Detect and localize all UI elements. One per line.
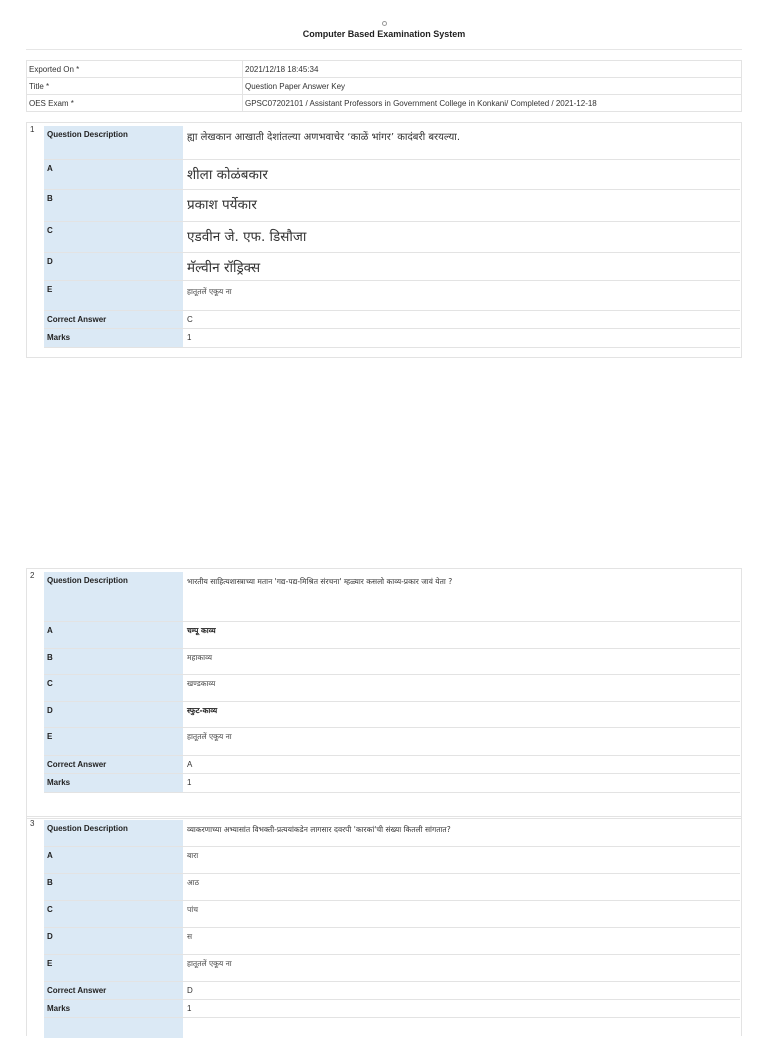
row-label: C — [44, 222, 183, 253]
row-label: Question Description — [44, 126, 183, 159]
page-title: Computer Based Examination System — [302, 29, 466, 39]
option-e-text: हातूतलें एकूय ना — [187, 732, 232, 741]
marks-value: 1 — [187, 778, 192, 787]
option-row-d — [44, 927, 740, 955]
meta-value: GPSC07202101 / Assistant Professors in Government College in Konkani/ Completed / 2021-12-18 — [243, 95, 742, 112]
row-label: A — [44, 160, 183, 190]
question-number: 2 — [30, 571, 35, 580]
marks-value: 1 — [187, 333, 192, 342]
meta-value: Question Paper Answer Key — [243, 78, 742, 95]
option-e-text: हातूतलें एकूय ना — [187, 287, 232, 296]
meta-row — [27, 95, 742, 112]
row-label: Question Description — [44, 820, 183, 846]
question-block-3 — [26, 816, 742, 1036]
option-a-text: चम्पू काव्य — [187, 626, 216, 635]
option-c-text: पांच — [187, 905, 198, 914]
question-description: भारतीय साहित्यशास्त्राच्या मतान 'गद्य-पद्य-मिश्रित संरचना' म्हळ्यार कसलो काव्य-प्रकार जावं येता ? — [187, 577, 453, 586]
row-label: Correct Answer — [44, 311, 183, 329]
marks-value: 1 — [187, 1004, 192, 1013]
option-row-e — [44, 727, 740, 756]
question-description-row — [44, 126, 740, 159]
option-c-text: एडवीन जे. एफ. डिसौजा — [187, 229, 307, 245]
row-label: Correct Answer — [44, 982, 183, 1000]
row-label: D — [44, 928, 183, 955]
meta-row — [27, 61, 742, 78]
meta-row — [27, 78, 742, 95]
row-label-blank — [44, 1018, 183, 1038]
option-b-text: प्रकाश पर्येकार — [187, 197, 257, 213]
option-d-text: स — [187, 932, 193, 941]
option-row-a — [44, 159, 740, 190]
row-label: B — [44, 190, 183, 222]
marks-row — [44, 328, 740, 348]
correct-answer-value: D — [187, 986, 193, 995]
row-label: Marks — [44, 774, 183, 792]
option-a-text: शीला कोळंबकार — [187, 167, 268, 183]
row-label: Marks — [44, 329, 183, 347]
marks-row — [44, 773, 740, 793]
question-description: व्याकरणाच्या अभ्यासांत विभक्ती-प्रत्ययांकडेन लागसार दवरपी 'कारकां'ची संख्या कितली सांगतात? — [187, 825, 451, 834]
option-row-a — [44, 621, 740, 649]
option-d-text: मॅल्वीन रॉड्रिक्स — [187, 260, 261, 276]
row-label: C — [44, 675, 183, 702]
meta-key: Title * — [27, 78, 243, 95]
option-row-d — [44, 252, 740, 281]
option-d-text: स्फुट-काव्य — [187, 706, 218, 715]
question-block-2 — [26, 568, 742, 819]
row-label: Correct Answer — [44, 756, 183, 774]
question-number: 1 — [30, 125, 35, 134]
row-label: E — [44, 728, 183, 756]
row-label: B — [44, 649, 183, 675]
option-a-text: बारा — [187, 851, 199, 860]
question-number: 3 — [30, 819, 35, 828]
option-row-b — [44, 873, 740, 901]
question-description: ह्या लेखकान आखाती देशांतल्या अणभवाचेर ‘काळें भांगर’ कादंबरी बरयल्या. — [187, 132, 461, 143]
meta-key: OES Exam * — [27, 95, 243, 112]
row-label: D — [44, 702, 183, 728]
option-row-c — [44, 674, 740, 702]
row-label: A — [44, 847, 183, 874]
option-row-c — [44, 900, 740, 928]
meta-key: Exported On * — [27, 61, 243, 78]
correct-answer-row — [44, 310, 740, 329]
question-description-row — [44, 820, 740, 846]
correct-answer-value: C — [187, 315, 193, 324]
correct-answer-value: A — [187, 760, 193, 769]
meta-value: 2021/12/18 18:45:34 — [243, 61, 742, 78]
row-label: B — [44, 874, 183, 901]
row-label: A — [44, 622, 183, 649]
correct-answer-row — [44, 981, 740, 1000]
option-row-a — [44, 846, 740, 874]
option-row-e — [44, 280, 740, 311]
row-label: D — [44, 253, 183, 281]
row-label: E — [44, 955, 183, 982]
row-label: Question Description — [44, 572, 183, 621]
option-e-text: हातूतलें एकूय ना — [187, 959, 232, 968]
option-row-c — [44, 221, 740, 253]
option-row-e — [44, 954, 740, 982]
option-row-b — [44, 648, 740, 675]
page-marker-dot — [382, 21, 387, 26]
correct-answer-row — [44, 755, 740, 774]
title-divider — [26, 49, 742, 50]
option-b-text: महाकाव्य — [187, 653, 213, 662]
option-c-text: खण्डकाव्य — [187, 679, 216, 688]
exam-meta-table — [26, 60, 742, 112]
question-description-row — [44, 572, 740, 621]
question-block-1 — [26, 122, 742, 358]
row-label: C — [44, 901, 183, 928]
option-b-text: आठ — [187, 878, 200, 887]
row-label: Marks — [44, 1000, 183, 1018]
row-label: E — [44, 281, 183, 311]
question-footer-row — [44, 1017, 740, 1038]
option-row-b — [44, 189, 740, 222]
marks-row — [44, 999, 740, 1018]
option-row-d — [44, 701, 740, 728]
